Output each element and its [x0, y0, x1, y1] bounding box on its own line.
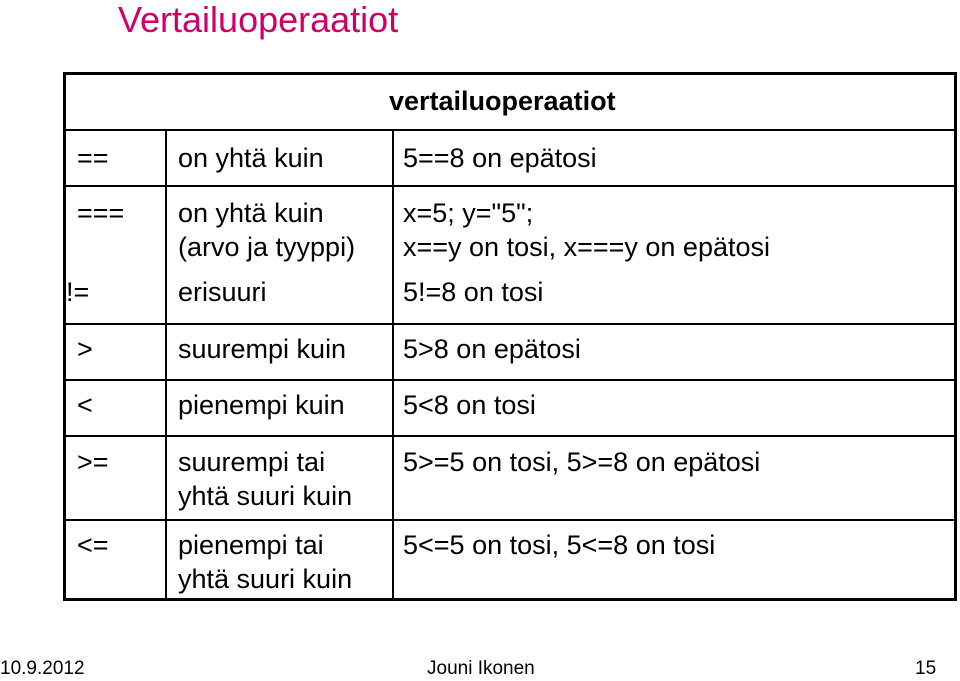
meaning-cell: erisuuri — [178, 277, 267, 307]
example-cell: x=5; y="5"; x==y on tosi, x===y on epätosi — [403, 198, 770, 262]
footer-date: 10.9.2012 — [0, 658, 85, 679]
meaning-cell: on yhtä kuin (arvo ja tyyppi) — [178, 198, 356, 262]
footer-page-number: 15 — [915, 658, 937, 679]
operator-cell: < — [77, 390, 93, 420]
example-cell: 5>8 on epätosi — [403, 334, 581, 364]
operator-cell: === — [77, 198, 125, 228]
comparison-table — [63, 72, 957, 601]
meaning-cell: suurempi kuin — [178, 334, 347, 364]
meaning-cell: pienempi tai yhtä suuri kuin — [178, 530, 353, 594]
slide-title: Vertailuoperaatiot — [118, 0, 399, 40]
operator-cell: != — [66, 277, 90, 307]
operator-cell: > — [77, 334, 93, 364]
table-row — [66, 437, 954, 521]
table-row — [66, 325, 954, 381]
operator-cell: >= — [77, 447, 109, 477]
table-row — [66, 187, 954, 269]
example-cell: 5==8 on epätosi — [403, 143, 597, 173]
example-cell: 5<8 on tosi — [403, 390, 536, 420]
footer-author: Jouni Ikonen — [427, 658, 535, 679]
meaning-cell: pienempi kuin — [178, 390, 345, 420]
operator-cell: == — [77, 143, 109, 173]
meaning-cell: on yhtä kuin — [178, 143, 324, 173]
meaning-cell: suurempi tai yhtä suuri kuin — [178, 447, 353, 511]
table-row — [66, 269, 954, 325]
table-row — [66, 381, 954, 437]
example-cell: 5!=8 on tosi — [403, 277, 544, 307]
example-cell: 5>=5 on tosi, 5>=8 on epätosi — [403, 447, 761, 477]
table-row — [66, 521, 954, 601]
table-header-cell — [66, 75, 954, 131]
operator-cell: <= — [77, 530, 109, 560]
example-cell: 5<=5 on tosi, 5<=8 on tosi — [403, 530, 716, 560]
table-header: vertailuoperaatiot — [389, 86, 616, 116]
table-row — [66, 131, 954, 187]
